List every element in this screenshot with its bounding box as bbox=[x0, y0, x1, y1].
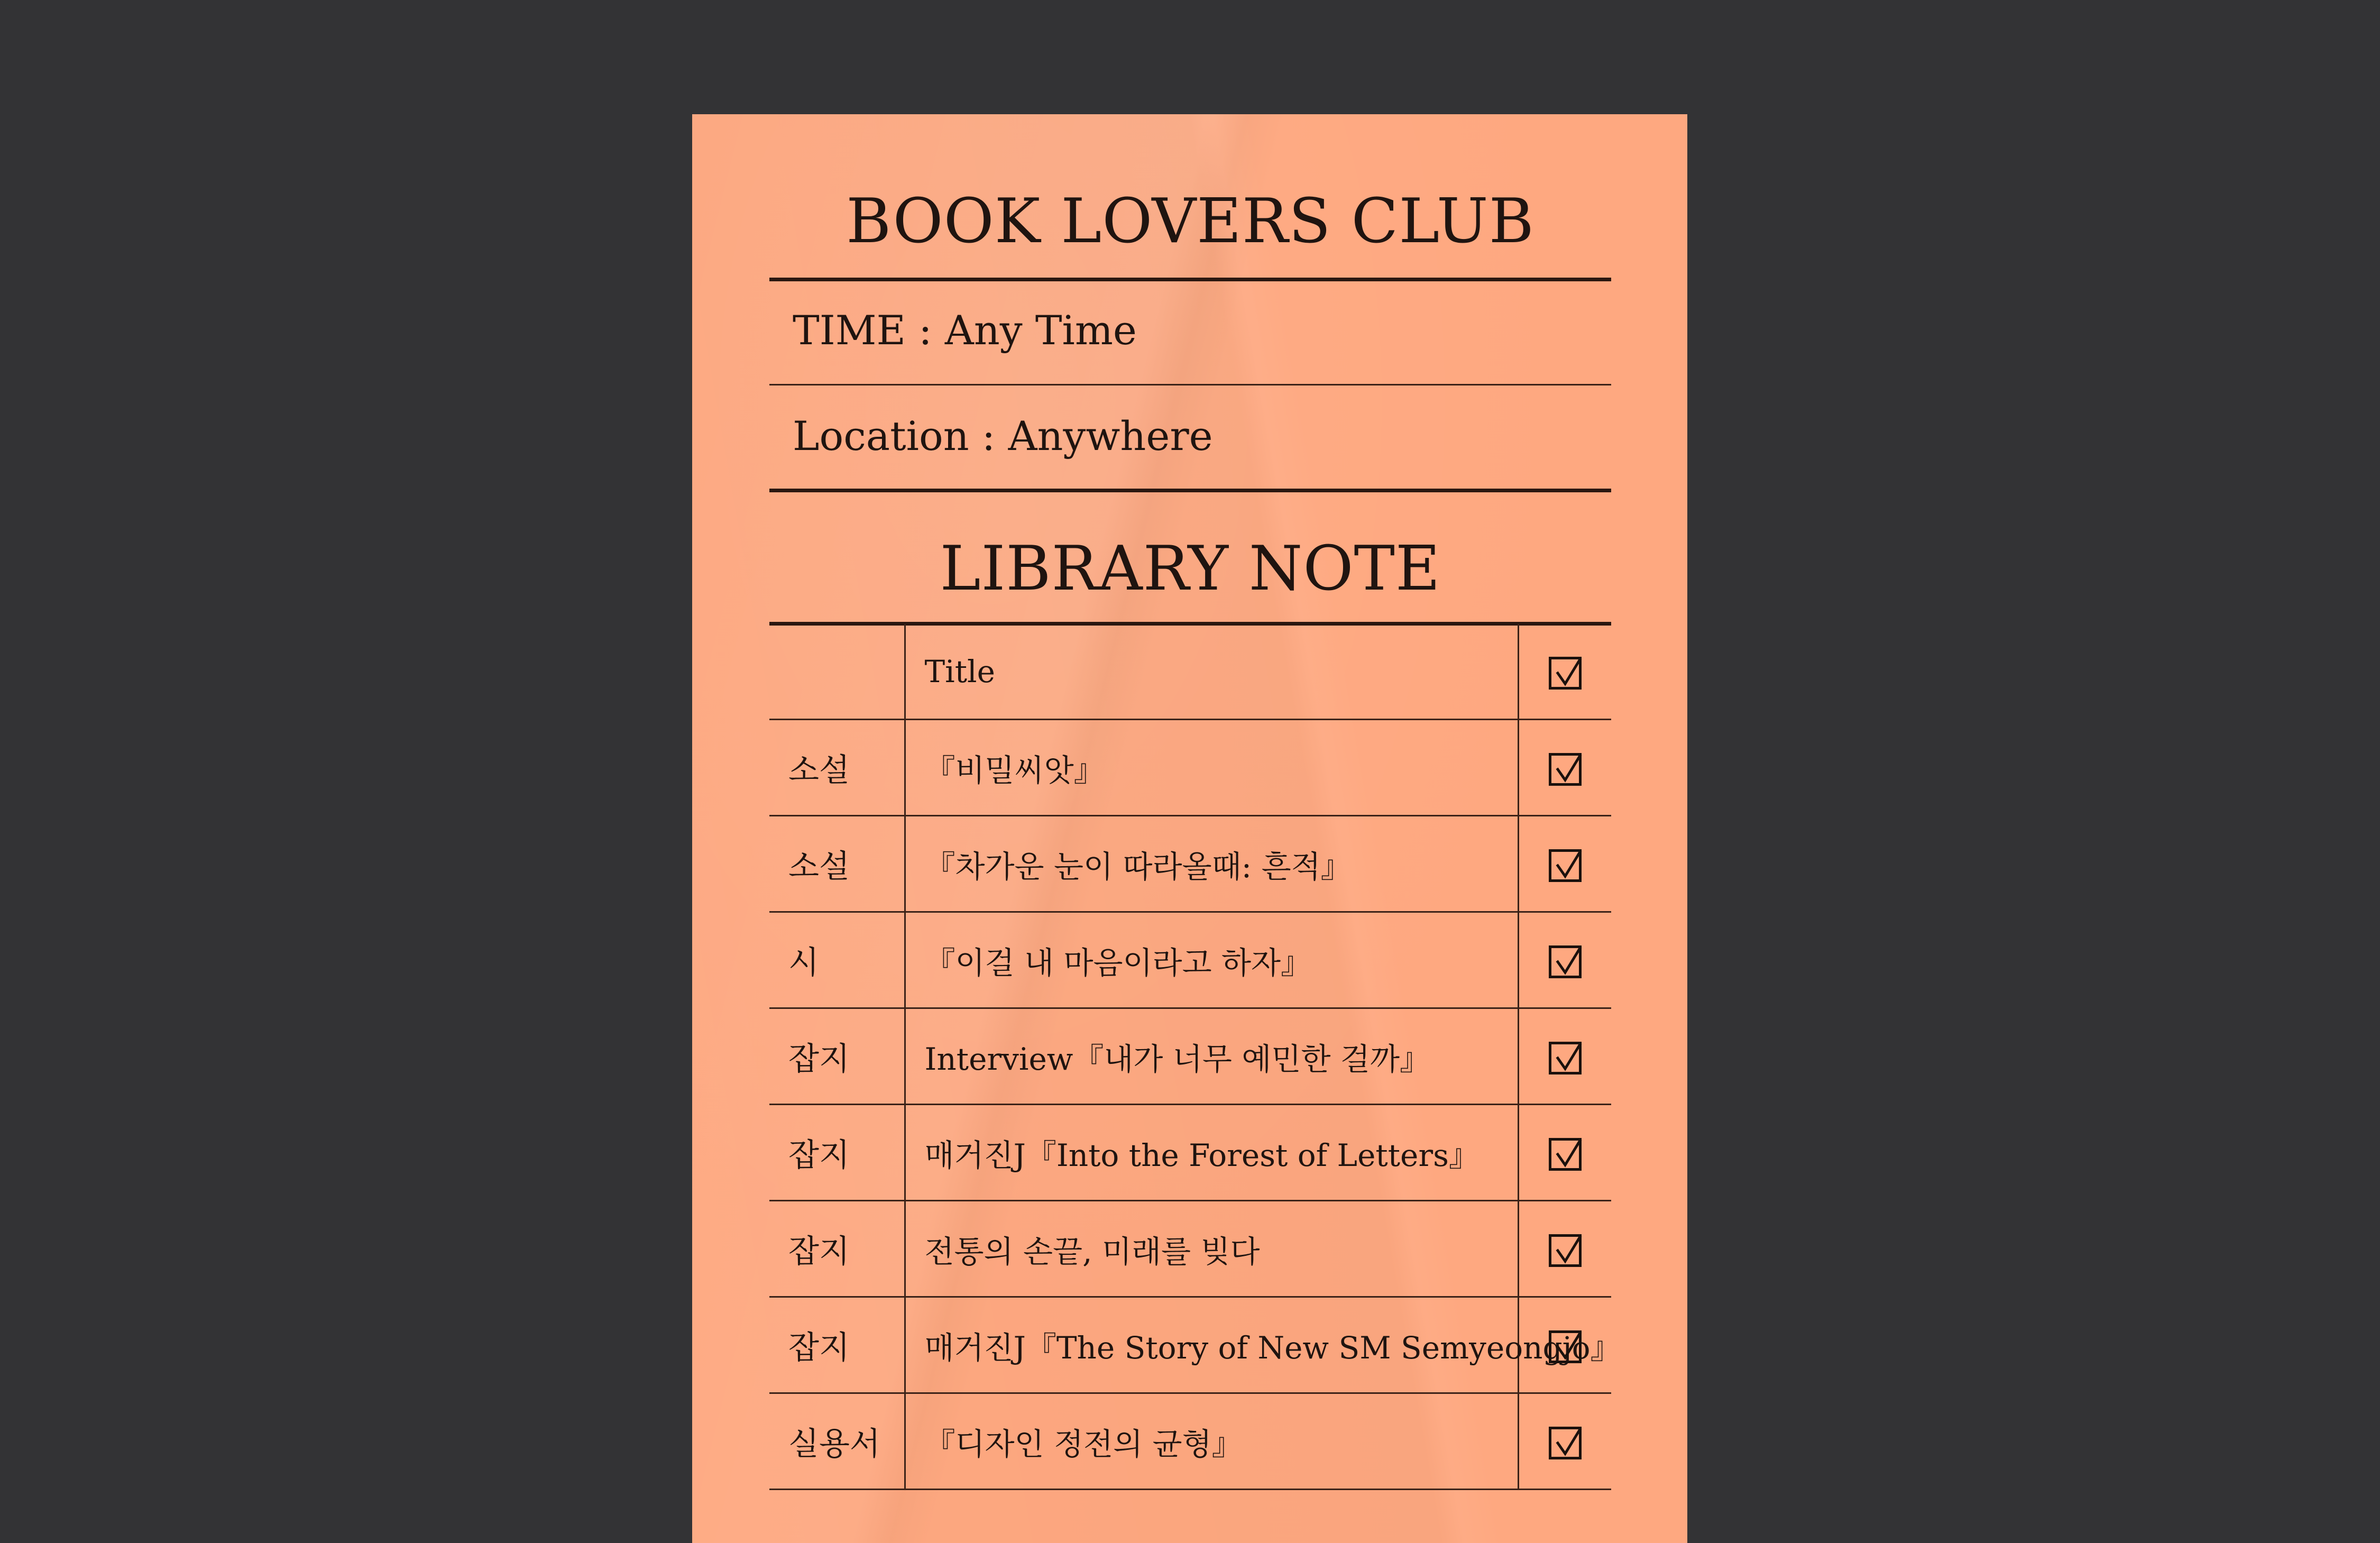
row-title: 『디자인 정전의 균형』 bbox=[905, 1393, 1518, 1490]
checked-box-icon[interactable] bbox=[1549, 1330, 1582, 1363]
table-row bbox=[769, 1201, 1611, 1297]
row-title: 매거진J『The Story of New SM Semyeongjo』 bbox=[905, 1297, 1518, 1393]
table-header-row bbox=[769, 624, 1611, 720]
checked-box-icon[interactable] bbox=[1549, 1138, 1582, 1171]
table-row bbox=[769, 912, 1611, 1008]
location-info: Location : Anywhere bbox=[793, 412, 1213, 460]
table-row bbox=[769, 720, 1611, 816]
row-category: 실용서 bbox=[769, 1393, 905, 1490]
table-row bbox=[769, 1008, 1611, 1105]
library-table bbox=[769, 624, 1621, 1490]
check-header bbox=[1518, 624, 1611, 720]
row-title: Interview『내가 너무 예민한 걸까』 bbox=[905, 1008, 1518, 1105]
divider-thin bbox=[769, 384, 1611, 385]
row-check bbox=[1518, 1105, 1611, 1201]
row-category: 잡지 bbox=[769, 1201, 905, 1297]
club-title: BOOK LOVERS CLUB bbox=[846, 186, 1534, 257]
table-row bbox=[769, 1297, 1611, 1393]
row-check bbox=[1518, 912, 1611, 1008]
row-title: 『비밀씨앗』 bbox=[905, 720, 1518, 816]
row-check bbox=[1518, 1393, 1611, 1490]
checked-box-icon[interactable] bbox=[1549, 945, 1582, 978]
row-title: 『이걸 내 마음이라고 하자』 bbox=[905, 912, 1518, 1008]
poster-paper bbox=[692, 114, 1687, 1543]
checked-box-icon[interactable] bbox=[1549, 1042, 1582, 1074]
table-row bbox=[769, 1105, 1611, 1201]
row-category: 잡지 bbox=[769, 1008, 905, 1105]
row-category: 시 bbox=[769, 912, 905, 1008]
row-check bbox=[1518, 816, 1611, 912]
category-header bbox=[769, 624, 905, 720]
checked-box-icon[interactable] bbox=[1549, 657, 1582, 690]
table-row bbox=[769, 816, 1611, 912]
checked-box-icon[interactable] bbox=[1549, 1234, 1582, 1267]
checked-box-icon[interactable] bbox=[1549, 753, 1582, 786]
checked-box-icon[interactable] bbox=[1549, 1427, 1582, 1459]
table-row bbox=[769, 1393, 1611, 1490]
row-category: 소설 bbox=[769, 816, 905, 912]
row-title: 매거진J『Into the Forest of Letters』 bbox=[905, 1105, 1518, 1201]
row-category: 잡지 bbox=[769, 1297, 905, 1393]
row-title: 『차가운 눈이 따라올때: 흔적』 bbox=[905, 816, 1518, 912]
row-check bbox=[1518, 1201, 1611, 1297]
title-header: Title bbox=[905, 624, 1518, 720]
checked-box-icon[interactable] bbox=[1549, 849, 1582, 882]
divider-thick bbox=[769, 489, 1611, 492]
time-info: TIME : Any Time bbox=[793, 307, 1137, 354]
row-title: 전통의 손끝, 미래를 빚다 bbox=[905, 1201, 1518, 1297]
library-note-title: LIBRARY NOTE bbox=[940, 533, 1441, 604]
row-category: 잡지 bbox=[769, 1105, 905, 1201]
row-check bbox=[1518, 1008, 1611, 1105]
row-category: 소설 bbox=[769, 720, 905, 816]
row-check bbox=[1518, 720, 1611, 816]
